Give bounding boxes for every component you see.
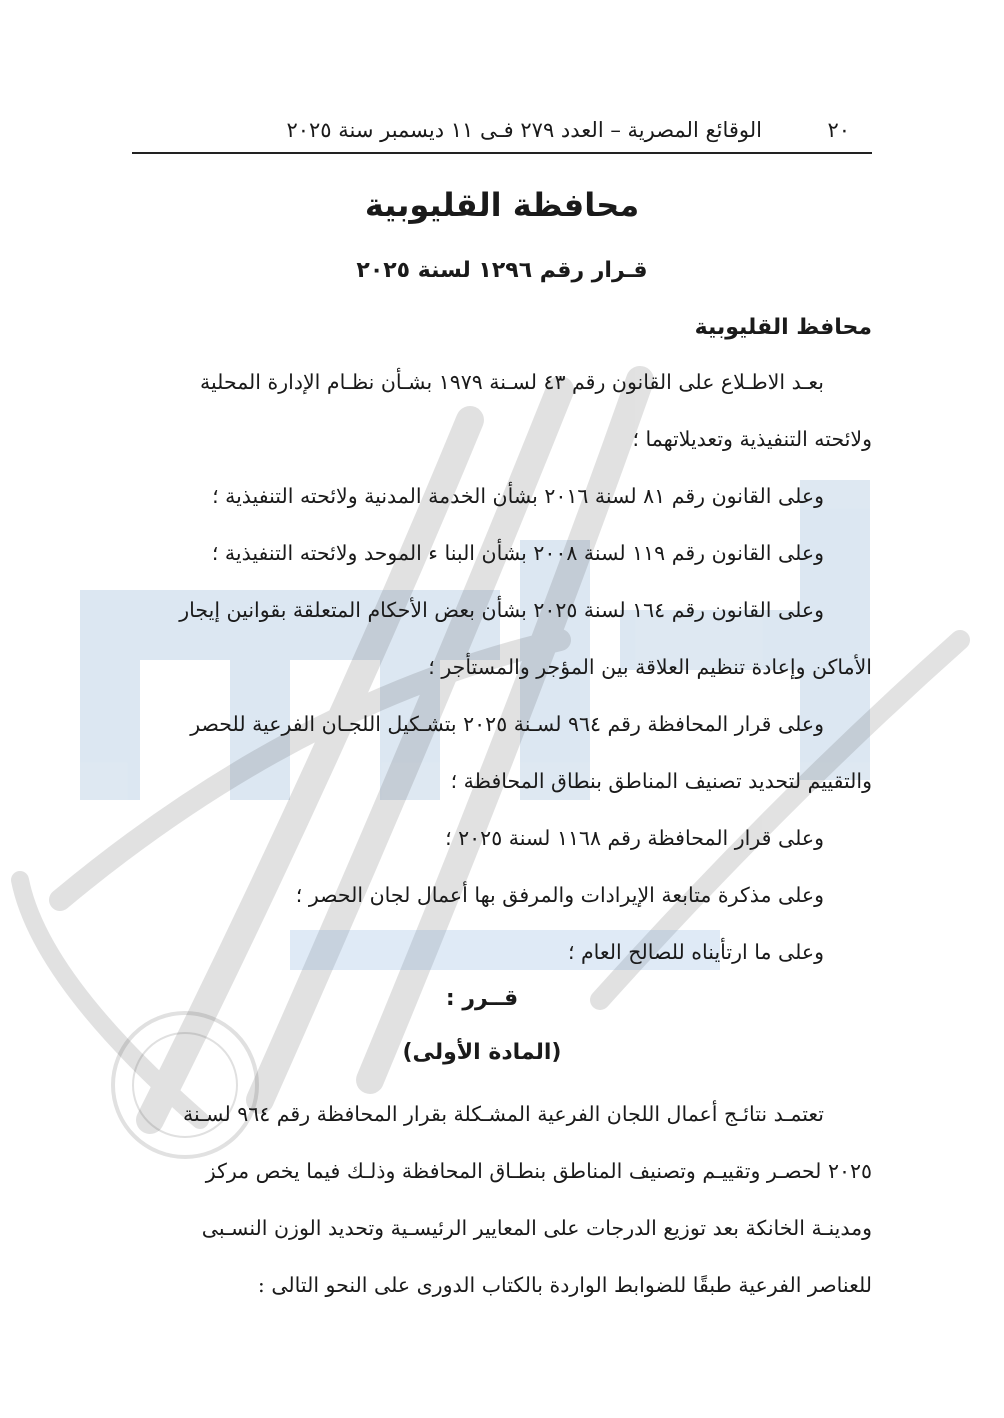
- preamble-line: ولائحته التنفيذية وتعديلاتهما ؛: [632, 427, 872, 451]
- preamble: [132, 354, 872, 981]
- article-line: للعناصر الفرعية طبقًا للضوابط الواردة بالكتاب الدورى على النحو التالى :: [257, 1273, 872, 1297]
- page-header: [132, 112, 872, 154]
- preamble-line: بعـد الاطـلاع على القانون رقم ٤٣ لسـنة ١٩٧٩ بشـأن نظـام الإدارة المحلية: [200, 370, 824, 394]
- article-line: تعتمـد نتائـج أعمال اللجان الفرعية المشـكلة بقرار المحافظة رقم ٩٦٤ لسـنة: [182, 1102, 824, 1126]
- preamble-line: وعلى قرار المحافظة رقم ٩٦٤ لسـنة ٢٠٢٥ بتشـكيل اللجـان الفرعية للحصر: [190, 712, 824, 736]
- preamble-line: وعلى القانون رقم ١٦٤ لسنة ٢٠٢٥ بشأن بعض الأحكام المتعلقة بقوانين إيجار: [179, 598, 824, 622]
- preamble-line: والتقييم لتحديد تصنيف المناطق بنطاق المحافظة ؛: [450, 769, 872, 793]
- page-number: ٢٠: [827, 118, 850, 142]
- governor-label: محافظ القليوبية: [694, 315, 872, 340]
- gazette-issue: الوقائع المصرية – العدد ٢٧٩ فـى ١١ ديسمبر سنة ٢٠٢٥: [286, 118, 762, 142]
- preamble-line: وعلى قرار المحافظة رقم ١١٦٨ لسنة ٢٠٢٥ ؛: [445, 826, 824, 850]
- decree-title: قـرار رقم ١٢٩٦ لسنة ٢٠٢٥: [356, 258, 648, 283]
- decided-heading: قــرر :: [445, 986, 519, 1011]
- preamble-line: وعلى القانون رقم ٨١ لسنة ٢٠١٦ بشأن الخدمة المدنية ولائحته التنفيذية ؛: [212, 484, 824, 508]
- article-line: ٢٠٢٥ لحصـر وتقييـم وتصنيف المناطق بنطـاق المحافظة وذلـك فيما يخص مركز: [205, 1159, 872, 1183]
- governorate-title: محافظة القليوبية: [364, 186, 640, 224]
- preamble-line: وعلى القانون رقم ١١٩ لسنة ٢٠٠٨ بشأن البنا ء الموحد ولائحته التنفيذية ؛: [211, 541, 824, 565]
- preamble-line: وعلى ما ارتأيناه للصالح العام ؛: [567, 940, 824, 964]
- preamble-line: الأماكن وإعادة تنظيم العلاقة بين المؤجر والمستأجر ؛: [428, 655, 872, 679]
- article-title: (المادة الأولى): [402, 1040, 562, 1065]
- article-body: [132, 1086, 872, 1314]
- article-line: ومدينـة الخانكة بعد توزيع الدرجات على المعايير الرئيسـية وتحديد الوزن النسـبى: [201, 1216, 872, 1240]
- preamble-line: وعلى مذكرة متابعة الإيرادات والمرفق بها أعمال لجان الحصر ؛: [295, 883, 824, 907]
